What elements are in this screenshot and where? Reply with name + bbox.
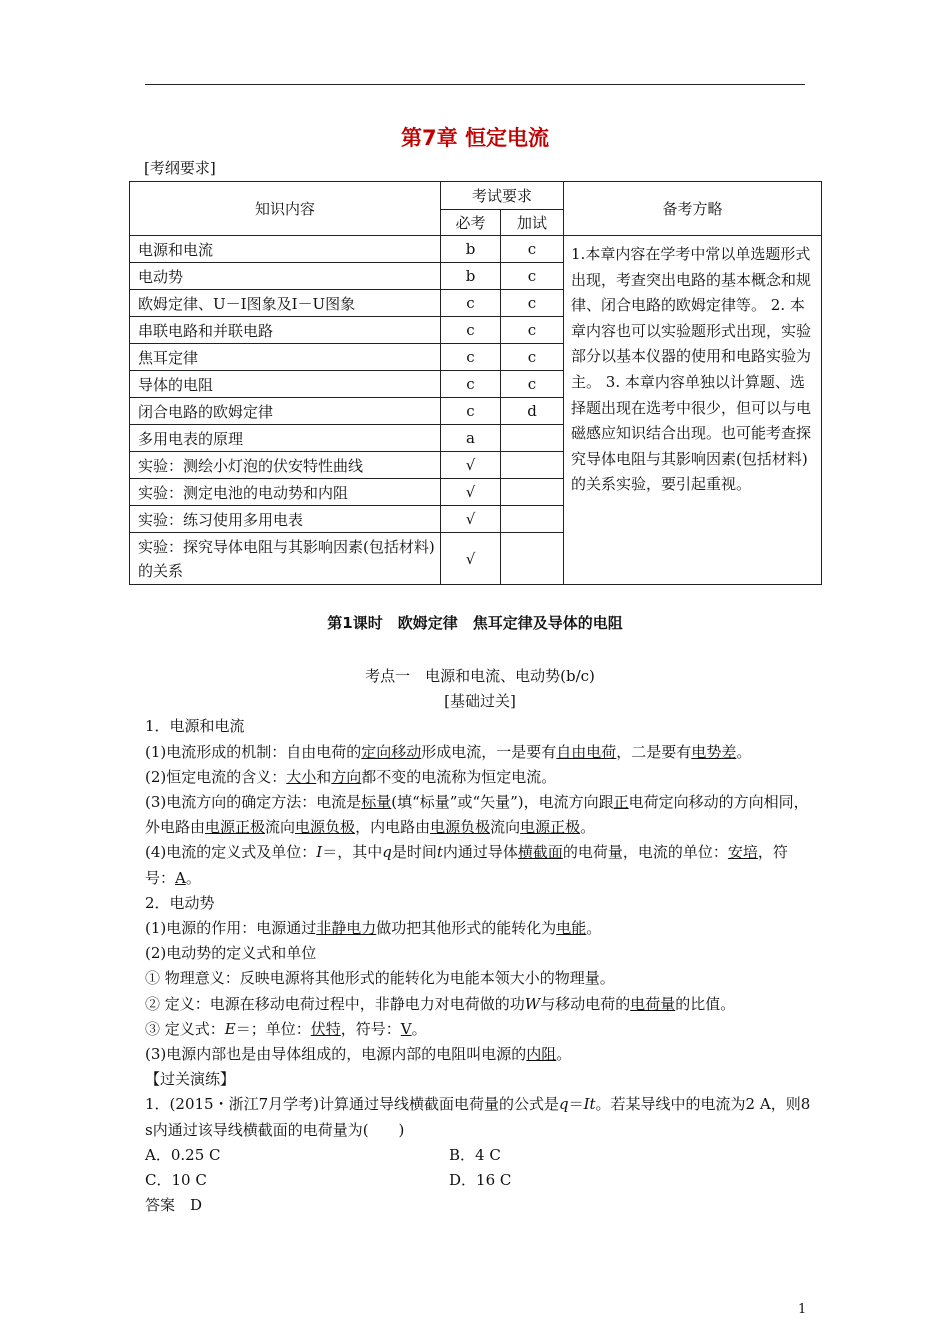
section-heading: 1．电源和电流 — [145, 717, 245, 736]
page-number: 1 — [798, 1302, 807, 1317]
paragraph: ② 定义：电源在移动电荷过程中，非静电力对电荷做的功W与移动电荷的电荷量的比值。 — [145, 994, 736, 1013]
paragraph: (3)电流方向的确定方法：电流是标量(填“标量”或“矢量”)，电流方向跟正电荷定向移动的方向相同，外电路由电源正极流向电源负极，内电路由电源负极流向电源正极。 — [145, 793, 809, 837]
practice-label: 【过关演练】 — [145, 1070, 236, 1089]
row-required: √ — [441, 479, 501, 506]
row-required: a — [441, 425, 501, 452]
header-rule — [145, 84, 805, 85]
paragraph: (2)电动势的定义式和单位 — [145, 944, 317, 963]
header-required: 必考 — [441, 210, 501, 236]
row-extra: c — [501, 317, 564, 344]
row-required: c — [441, 317, 501, 344]
row-required: c — [441, 398, 501, 425]
option-b: B．4 C — [449, 1145, 501, 1164]
row-name: 串联电路和并联电路 — [130, 317, 441, 344]
row-name: 导体的电阻 — [130, 371, 441, 398]
header-strategy: 备考方略 — [564, 182, 822, 236]
table-row — [130, 236, 822, 263]
row-name: 电源和电流 — [130, 236, 441, 263]
topic-title: 考点一 电源和电流、电动势(b/c) — [365, 667, 595, 685]
strategy-cell: 1.本章内容在学考中常以单选题形式出现，考查突出电路的基本概念和规律、闭合电路的欧姆定律等。 2. 本章内容也可以实验题形式出现，实验部分以基本仪器的使用和电路实验为主。 3. 本章内容单独以计算题、选择题出现在选考中很少，但可以与电磁感应知识结合出现。也可能考查探究导体电阻与其影响因素(包括材料)的关系实验，要引起重视。 — [564, 236, 822, 585]
paragraph: (1)电流形成的机制：自由电荷的定向移动形成电流，一是要有自由电荷，二是要有电势差。 — [145, 742, 752, 761]
row-required: b — [441, 263, 501, 290]
row-extra: c — [501, 236, 564, 263]
section-heading: 2．电动势 — [145, 893, 215, 912]
row-required: c — [441, 290, 501, 317]
paragraph: (1)电源的作用：电源通过非静电力做功把其他形式的能转化为电能。 — [145, 919, 602, 938]
row-name: 电动势 — [130, 263, 441, 290]
exam-requirements-table — [129, 181, 822, 585]
header-extra: 加试 — [501, 210, 564, 236]
paragraph: (4)电流的定义式及单位：I＝，其中q是时间t内通过导体横截面的电荷量，电流的单位：安培，符号：A。 — [145, 843, 788, 887]
options-row — [145, 1143, 815, 1168]
chapter-title: 第7章 恒定电流 — [401, 126, 549, 150]
row-required: √ — [441, 452, 501, 479]
row-name: 实验：练习使用多用电表 — [130, 506, 441, 533]
row-extra: c — [501, 290, 564, 317]
options-row — [145, 1168, 815, 1193]
row-name: 闭合电路的欧姆定律 — [130, 398, 441, 425]
row-extra: d — [501, 398, 564, 425]
option-d: D．16 C — [449, 1171, 512, 1190]
row-required: b — [441, 236, 501, 263]
row-required: √ — [441, 506, 501, 533]
row-extra — [501, 506, 564, 533]
row-extra — [501, 479, 564, 506]
answer: 答案 D — [145, 1196, 203, 1215]
row-required: √ — [441, 533, 501, 585]
basic-label: [基础过关] — [444, 692, 516, 711]
row-name: 实验：测绘小灯泡的伏安特性曲线 — [130, 452, 441, 479]
row-name: 焦耳定律 — [130, 344, 441, 371]
lesson-body — [145, 664, 815, 1218]
paragraph: ① 物理意义：反映电源将其他形式的能转化为电能本领大小的物理量。 — [145, 969, 615, 988]
question-1: 1．(2015・浙江7月学考)计算通过导线横截面电荷量的公式是q＝It。若某导线中的电流为2 A，则8 s内通过该导线横截面的电荷量为( ) — [145, 1095, 811, 1139]
row-extra: c — [501, 371, 564, 398]
row-name: 实验：探究导体电阻与其影响因素(包括材料)的关系 — [130, 533, 441, 585]
header-exam: 考试要求 — [441, 182, 564, 210]
row-extra — [501, 452, 564, 479]
row-extra — [501, 533, 564, 585]
paragraph: (3)电源内部也是由导体组成的，电源内部的电阻叫电源的内阻。 — [145, 1045, 572, 1064]
row-name: 实验：测定电池的电动势和内阻 — [130, 479, 441, 506]
row-extra: c — [501, 344, 564, 371]
paragraph: ③ 定义式：E＝；单位：伏特，符号：V。 — [145, 1019, 427, 1038]
row-name: 多用电表的原理 — [130, 425, 441, 452]
row-name: 欧姆定律、U－I图象及I－U图象 — [130, 290, 441, 317]
row-required: c — [441, 371, 501, 398]
option-a: A．0.25 C — [145, 1145, 221, 1164]
row-extra — [501, 425, 564, 452]
option-c: C．10 C — [145, 1171, 207, 1190]
header-knowledge: 知识内容 — [130, 182, 441, 236]
lesson-title: 第1课时 欧姆定律 焦耳定律及导体的电阻 — [327, 614, 623, 632]
row-required: c — [441, 344, 501, 371]
paragraph: (2)恒定电流的含义：大小和方向都不变的电流称为恒定电流。 — [145, 767, 557, 786]
row-extra: c — [501, 263, 564, 290]
section-label: [考纲要求] — [144, 159, 216, 177]
